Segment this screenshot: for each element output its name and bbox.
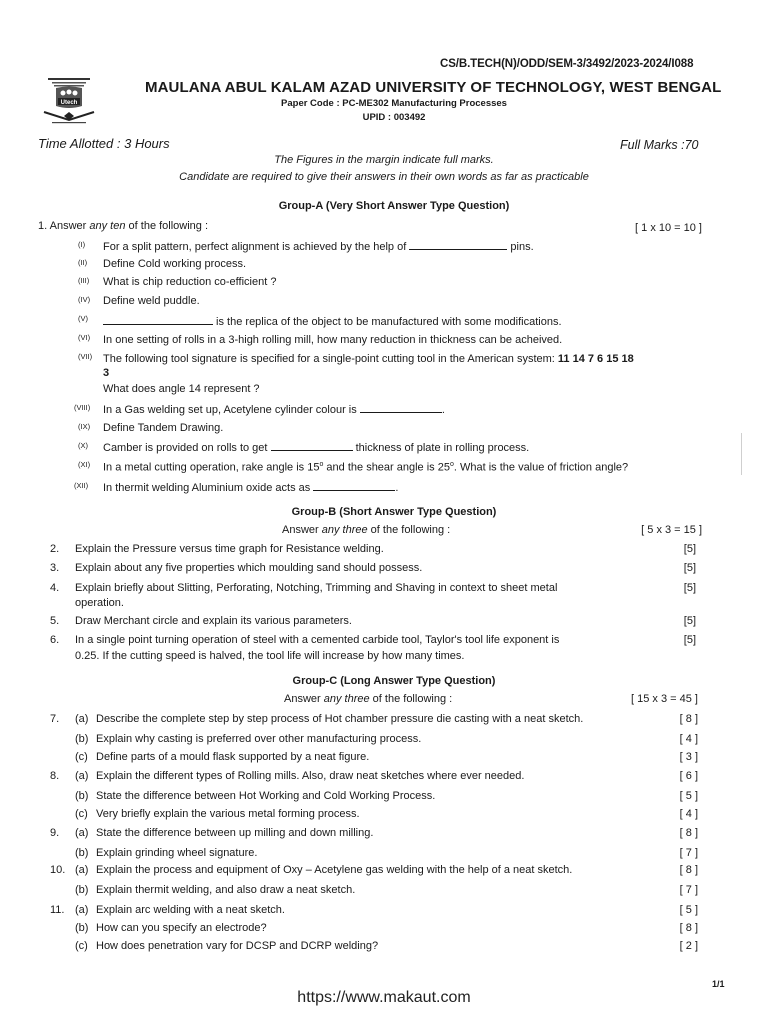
group-b-title: Group-B (Short Answer Type Question) xyxy=(291,506,497,518)
question-text: Define parts of a mould flask supported by a neat figure. xyxy=(96,751,370,763)
group-b-prompt: Answer any three of the following : xyxy=(282,524,451,536)
group-b-marks: [ 5 x 3 = 15 ] xyxy=(641,524,702,536)
fill-blank xyxy=(103,315,213,325)
group-a-marks: [ 1 x 10 = 10 ] xyxy=(635,222,702,234)
group-a-title: Group-A (Very Short Answer Type Question) xyxy=(278,200,510,212)
question-text: Explain thermit welding, and also draw a neat sketch. xyxy=(96,884,356,896)
question-text: Very briefly explain the various metal forming process. xyxy=(96,808,360,820)
fill-blank xyxy=(360,403,442,413)
item-number: (IX) xyxy=(78,422,91,431)
question-part-label: (b) xyxy=(75,884,89,896)
question-marks: [ 8 ] xyxy=(679,713,698,725)
list-item-text: What is chip reduction co-efficient ? xyxy=(103,276,277,288)
question-number: 11. xyxy=(50,904,65,916)
question-marks: [ 5 ] xyxy=(679,790,698,802)
item-number: (XI) xyxy=(78,460,91,469)
question-part-label: (a) xyxy=(75,864,89,876)
question-marks: [5] xyxy=(683,543,696,555)
list-item-text: In thermit welding Aluminium oxide acts as . xyxy=(103,482,399,494)
fill-blank xyxy=(313,481,395,491)
list-item xyxy=(78,238,85,250)
question-text: Describe the complete step by step process of Hot chamber pressure die casting with a neat sketch. xyxy=(96,713,584,725)
question-part-label: (c) xyxy=(75,940,88,952)
question-marks: [5] xyxy=(683,582,696,594)
university-name: MAULANA ABUL KALAM AZAD UNIVERSITY OF TECHNOLOGY, WEST BENGAL xyxy=(145,79,722,96)
question-number: 1. xyxy=(38,220,48,232)
question-number: 4. xyxy=(50,582,60,594)
question-marks: [ 4 ] xyxy=(679,733,698,745)
question-text: Explain grinding wheel signature. xyxy=(96,847,258,859)
reference-code: CS/B.TECH(N)/ODD/SEM-3/3492/2023-2024/I088 xyxy=(440,58,694,70)
question-number: 5. xyxy=(50,615,60,627)
list-item-text: The following tool signature is specified for a single-point cutting tool in the American system: 11 14 7 6 15 18 xyxy=(103,353,634,365)
page-number: 1/1 xyxy=(712,979,725,989)
question-part-label: (b) xyxy=(75,790,89,802)
list-item-text: For a split pattern, perfect alignment is achieved by the help of pins. xyxy=(103,241,534,253)
question-text-cont: operation. xyxy=(75,597,124,609)
question-marks: [ 7 ] xyxy=(679,847,698,859)
question-marks: [5] xyxy=(683,615,696,627)
upid: UPID : 003492 xyxy=(362,112,426,123)
question-number: 7. xyxy=(50,713,60,725)
question-part-label: (a) xyxy=(75,827,89,839)
logo-text: Utech xyxy=(60,100,78,106)
item-number: (I) xyxy=(78,240,86,249)
question-marks: [ 8 ] xyxy=(679,864,698,876)
question-marks: [ 8 ] xyxy=(679,827,698,839)
question-text: Draw Merchant circle and explain its various parameters. xyxy=(75,615,352,627)
list-item-text-cont: What does angle 14 represent ? xyxy=(103,383,260,395)
list-item-text: Camber is provided on rolls to get thickness of plate in rolling process. xyxy=(103,442,530,454)
list-item-text: Define Cold working process. xyxy=(103,258,247,270)
prompt-post: of the following : xyxy=(125,220,209,232)
question-text: State the difference between Hot Working and Cold Working Process. xyxy=(96,790,436,802)
question-text-cont: 0.25. If the cutting speed is halved, the tool life will increase by how many times. xyxy=(75,650,465,662)
item-number: (III) xyxy=(78,276,90,285)
item-number: (X) xyxy=(78,441,88,450)
question-marks: [ 2 ] xyxy=(679,940,698,952)
paper-code: Paper Code : PC-ME302 Manufacturing Processes xyxy=(281,98,507,109)
list-item-text: In one setting of rolls in a 3-high rolling mill, how many reduction in thickness can be acheived. xyxy=(103,334,563,346)
full-marks: Full Marks :70 xyxy=(620,138,699,152)
group-c-marks: [ 15 x 3 = 45 ] xyxy=(631,693,698,705)
item-number: (VI) xyxy=(78,333,91,342)
fill-blank xyxy=(271,441,353,451)
item-number: (VIII) xyxy=(74,403,91,412)
question-number: 3. xyxy=(50,562,60,574)
list-item-text: is the replica of the object to be manufactured with some modifications. xyxy=(103,315,562,328)
question-part-label: (b) xyxy=(75,922,89,934)
fill-blank xyxy=(409,240,507,250)
question-marks: [5] xyxy=(683,562,696,574)
question-text: State the difference between up milling and down milling. xyxy=(96,827,374,839)
question-text: In a single point turning operation of steel with a cemented carbide tool, Taylor's tool life exponent is xyxy=(75,634,560,646)
source-url[interactable]: https://www.makaut.com xyxy=(297,989,471,1006)
question-number: 10. xyxy=(50,864,66,876)
item-number: (II) xyxy=(78,258,88,267)
question-marks: [ 8 ] xyxy=(679,922,698,934)
question-part-label: (a) xyxy=(75,904,89,916)
question-text: Explain the different types of Rolling mills. Also, draw neat sketches where ever needed. xyxy=(96,770,525,782)
question-marks: [ 6 ] xyxy=(679,770,698,782)
list-item-text-cont: 3 xyxy=(103,367,110,379)
question-text: Explain why casting is preferred over other manufacturing process. xyxy=(96,733,422,745)
question-part-label: (a) xyxy=(75,713,89,725)
question-number: 9. xyxy=(50,827,60,839)
question-part-label: (b) xyxy=(75,847,89,859)
item-number: (IV) xyxy=(78,295,91,304)
question-number: 8. xyxy=(50,770,60,782)
question-marks: [ 7 ] xyxy=(679,884,698,896)
time-allotted: Time Allotted : 3 Hours xyxy=(38,136,170,151)
question-marks: [5] xyxy=(683,634,696,646)
question-text: Explain briefly about Slitting, Perforating, Notching, Trimming and Shaving in context to sheet metal xyxy=(75,582,558,594)
group-a-prompt xyxy=(38,220,208,232)
margin-mark xyxy=(741,433,742,475)
question-part-label: (a) xyxy=(75,770,89,782)
question-part-label: (c) xyxy=(75,808,88,820)
list-item-text: In a Gas welding set up, Acetylene cylinder colour is . xyxy=(103,404,445,416)
list-item-text: In a metal cutting operation, rake angle is 15$^o$ and the shear angle is 25$^o$. What is the value of friction angle? xyxy=(103,461,629,474)
list-item-text: Define weld puddle. xyxy=(103,295,200,307)
question-text: Explain about any five properties which moulding sand should possess. xyxy=(75,562,423,574)
question-number: 6. xyxy=(50,634,60,646)
question-number: 2. xyxy=(50,543,60,555)
question-text: How does penetration vary for DCSP and DCRP welding? xyxy=(96,940,379,952)
item-number: (VII) xyxy=(78,352,93,361)
group-c-title: Group-C (Long Answer Type Question) xyxy=(292,675,496,687)
question-part-label: (b) xyxy=(75,733,89,745)
question-text: Explain the Pressure versus time graph for Resistance welding. xyxy=(75,543,384,555)
list-item-text: Define Tandem Drawing. xyxy=(103,422,224,434)
question-marks: [ 5 ] xyxy=(679,904,698,916)
question-part-label: (c) xyxy=(75,751,88,763)
prompt-em: any ten xyxy=(89,220,126,232)
instruction-own-words: Candidate are required to give their answers in their own words as far as practicable xyxy=(179,171,589,183)
item-number: (XII) xyxy=(74,481,89,490)
question-marks: [ 3 ] xyxy=(679,751,698,763)
question-text: Explain arc welding with a neat sketch. xyxy=(96,904,285,916)
group-c-prompt: Answer any three of the following : xyxy=(284,693,453,705)
prompt-pre: Answer xyxy=(49,220,90,232)
question-text: How can you specify an electrode? xyxy=(96,922,267,934)
question-text: Explain the process and equipment of Oxy – Acetylene gas welding with the help of a neat sketch. xyxy=(96,864,573,876)
item-number: (V) xyxy=(78,314,88,323)
question-marks: [ 4 ] xyxy=(679,808,698,820)
instruction-margin: The Figures in the margin indicate full marks. xyxy=(274,154,494,166)
